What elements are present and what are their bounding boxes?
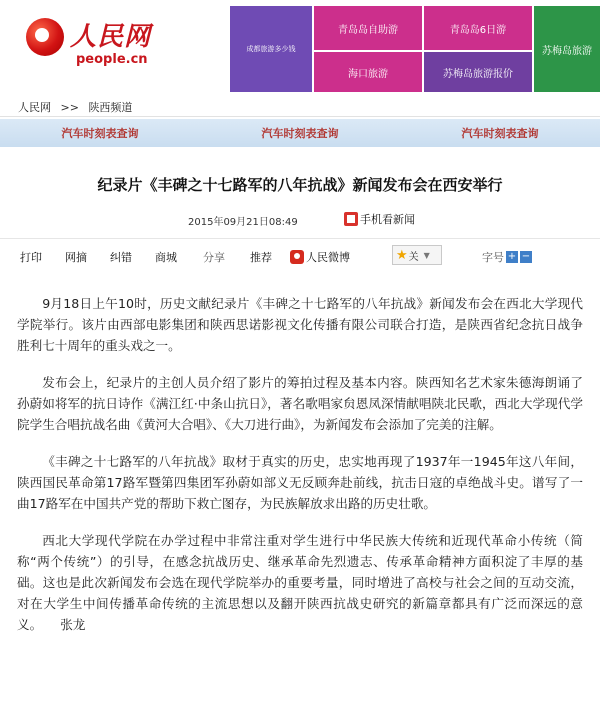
ad-tile[interactable]: 苏梅岛旅游报价 bbox=[424, 52, 532, 92]
logo-emblem-icon bbox=[26, 18, 64, 56]
banner-link[interactable]: 汽车时刻表查询 bbox=[61, 127, 139, 140]
breadcrumb bbox=[18, 99, 138, 115]
font-increase-button[interactable]: + bbox=[507, 251, 517, 262]
banner-link[interactable]: 汽车时刻表查询 bbox=[261, 127, 339, 140]
share-button[interactable]: 分享 bbox=[203, 251, 225, 264]
article-paragraph: 《丰碑之十七路军的八年抗战》取材于真实的历史，忠实地再现了1937年一1945年这八年间，陕西国民革命第17路军暨第四集团军孙蔚如部义无反顾奔赴前线，抗击日寇的卓绝战斗史。谱写了一曲17路军在中国共产党的帮助下救亡图存，为民族解放求出路的历史壮歌。 bbox=[17, 454, 583, 511]
follow-label: 关 bbox=[408, 251, 419, 263]
article-paragraph bbox=[17, 530, 583, 635]
article-paragraph-text: 西北大学现代学院在办学过程中非常注重对学生进行中华民族大传统和近现代革命小传统（简称“两个传统”）的引导，在感念抗战历史、继承革命先烈遗志、传承革命精神方面积淀了丰厚的基础。这也是此次新闻发布会选在现代学院举办的重要考量，同时增进了高校与社会之间的互动交流，对在大学生中间传播革命传统的主流思想以及翻开陕西抗战史研究的新篇章都具有广泛而深远的意义。 bbox=[17, 533, 583, 632]
ad-tile[interactable]: 成都旅游多少钱 bbox=[230, 6, 312, 92]
breadcrumb-separator: >> bbox=[60, 101, 79, 114]
mobile-news-link[interactable] bbox=[344, 211, 415, 227]
breadcrumb-home-link[interactable]: 人民网 bbox=[18, 101, 51, 114]
article-paragraph: 9月18日上午10时，历史文献纪录片《丰碑之十七路军的八年抗战》新闻发布会在西北大学现代学院举行。该片由西部电影集团和陕西思诺影视文化传播有限公司联合打造，是陕西省纪念抗日战争胜利七十周年的重头戏之一。 bbox=[17, 296, 583, 353]
print-button[interactable]: 打印 bbox=[20, 251, 42, 264]
divider bbox=[0, 238, 600, 239]
chevron-down-icon: ▼ bbox=[423, 250, 430, 260]
article-paragraph: 发布会上，纪录片的主创人员介绍了影片的筹拍过程及基本内容。陕西知名艺术家朱德海朗诵了孙蔚如将军的抗日诗作《满江红·中条山抗日》，著名歌唱家贠恩凤深情献唱陕北民歌，西北大学现代学院学生合唱抗战名曲《黄河大合唱》、《大刀进行曲》，为新闻发布会添加了完美的注解。 bbox=[17, 375, 583, 432]
ad-tile[interactable]: 海口旅游 bbox=[314, 52, 422, 92]
site-header bbox=[0, 0, 600, 92]
correct-button[interactable]: 纠错 bbox=[110, 251, 132, 264]
breadcrumb-channel-link[interactable]: 陕西频道 bbox=[88, 101, 133, 114]
ad-tile[interactable]: 青岛岛自助游 bbox=[314, 6, 422, 50]
mobile-news-label: 手机看新闻 bbox=[360, 213, 415, 226]
weibo-icon bbox=[290, 250, 304, 264]
logo-cn-text: 人民网 bbox=[70, 22, 152, 52]
follow-button[interactable] bbox=[392, 245, 442, 265]
ad-block bbox=[230, 6, 600, 92]
weibo-link[interactable] bbox=[290, 249, 350, 265]
recommend-button[interactable]: 推荐 bbox=[250, 251, 272, 264]
article-body bbox=[17, 293, 583, 635]
banner-ad bbox=[0, 119, 600, 147]
author-name: 张龙 bbox=[60, 617, 86, 632]
font-size-control bbox=[482, 249, 532, 265]
star-icon: ★ bbox=[396, 247, 408, 263]
people-logo[interactable] bbox=[22, 14, 182, 74]
publish-datetime: 2015年09月21日08:49 bbox=[188, 217, 298, 228]
netpick-button[interactable]: 网摘 bbox=[65, 251, 87, 264]
banner-link[interactable]: 汽车时刻表查询 bbox=[461, 127, 539, 140]
divider bbox=[0, 116, 600, 117]
weibo-label: 人民微博 bbox=[306, 251, 350, 264]
ad-tile[interactable]: 苏梅岛旅游 bbox=[534, 6, 600, 92]
page-title: 纪录片《丰碑之十七路军的八年抗战》新闻发布会在西安举行 bbox=[97, 176, 503, 194]
mall-link[interactable]: 商城 bbox=[155, 251, 177, 264]
font-decrease-button[interactable]: − bbox=[521, 251, 531, 262]
ad-tile[interactable]: 青岛岛6日游 bbox=[424, 6, 532, 50]
mobile-icon bbox=[344, 212, 358, 226]
logo-en-text: people.cn bbox=[76, 52, 148, 67]
font-size-label: 字号 bbox=[482, 251, 504, 264]
